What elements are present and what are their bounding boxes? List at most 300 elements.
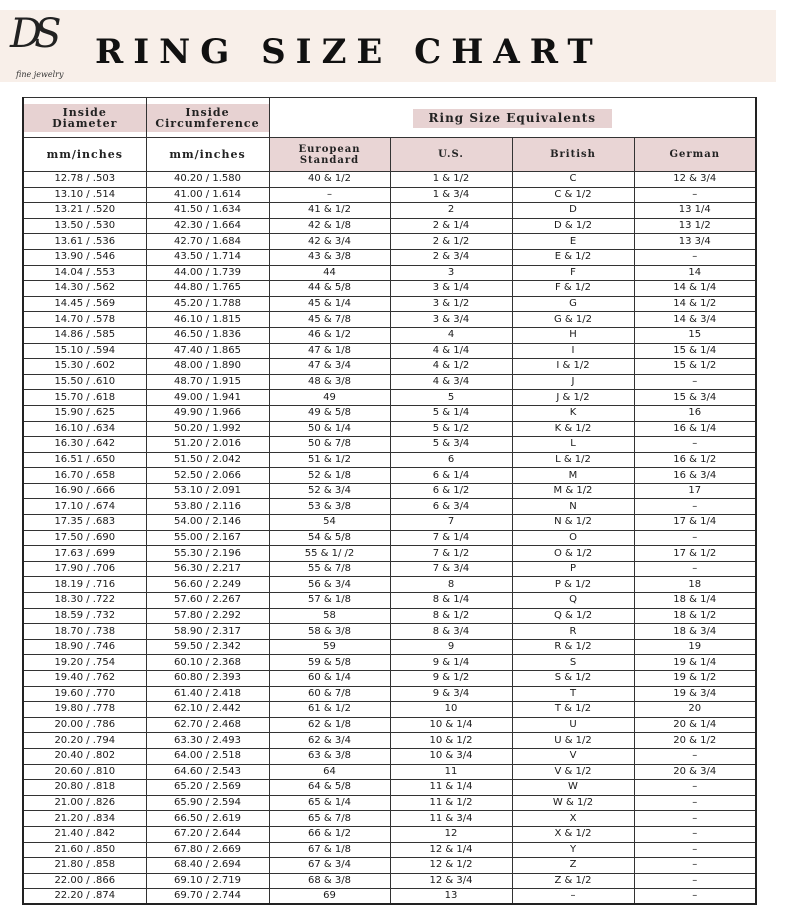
european-cell: 50 & 1/4	[269, 421, 390, 437]
british-cell: O & 1/2	[512, 546, 634, 562]
circumference-cell: 60.10 / 2.368	[146, 655, 269, 671]
circumference-cell: 64.60 / 2.543	[146, 764, 269, 780]
german-cell: 18 & 1/2	[634, 608, 756, 624]
british-cell: U	[512, 717, 634, 733]
german-cell: –	[634, 374, 756, 390]
british-cell: X & 1/2	[512, 826, 634, 842]
circumference-cell: 66.50 / 2.619	[146, 811, 269, 827]
circumference-cell: 46.50 / 1.836	[146, 327, 269, 343]
diameter-cell: 19.60 / .770	[23, 686, 146, 702]
column-header-row	[23, 138, 756, 172]
diameter-cell: 16.90 / .666	[23, 483, 146, 499]
table-row	[23, 187, 756, 203]
us-cell: 12	[390, 826, 512, 842]
us-cell: 8 & 3/4	[390, 624, 512, 640]
diameter-cell: 14.45 / .569	[23, 296, 146, 312]
circumference-cell: 62.70 / 2.468	[146, 717, 269, 733]
table-row	[23, 639, 756, 655]
us-cell: 4	[390, 327, 512, 343]
col-header-british: British	[512, 138, 634, 172]
us-cell: 2	[390, 203, 512, 219]
us-cell: 6 & 1/2	[390, 483, 512, 499]
us-cell: 12 & 3/4	[390, 873, 512, 889]
british-cell: O	[512, 530, 634, 546]
british-cell: N & 1/2	[512, 515, 634, 531]
us-cell: 9 & 3/4	[390, 686, 512, 702]
european-cell: 49 & 5/8	[269, 405, 390, 421]
table-row	[23, 281, 756, 297]
inside-diameter-label: Inside Diameter	[24, 104, 146, 132]
table-row	[23, 327, 756, 343]
british-cell: Y	[512, 842, 634, 858]
diameter-cell: 21.40 / .842	[23, 826, 146, 842]
european-cell: 54	[269, 515, 390, 531]
german-cell: 13 3/4	[634, 234, 756, 250]
table-row	[23, 671, 756, 687]
european-cell: 44 & 5/8	[269, 281, 390, 297]
us-cell: 5 & 3/4	[390, 437, 512, 453]
german-cell: 15 & 1/4	[634, 343, 756, 359]
circumference-cell: 44.00 / 1.739	[146, 265, 269, 281]
table-row	[23, 421, 756, 437]
us-cell: 6 & 3/4	[390, 499, 512, 515]
us-cell: 10	[390, 702, 512, 718]
circumference-cell: 45.20 / 1.788	[146, 296, 269, 312]
circumference-cell: 69.70 / 2.744	[146, 889, 269, 905]
us-cell: 3 & 1/4	[390, 281, 512, 297]
german-cell: –	[634, 858, 756, 874]
us-cell: 8 & 1/2	[390, 608, 512, 624]
us-cell: 2 & 3/4	[390, 249, 512, 265]
diameter-cell: 17.35 / .683	[23, 515, 146, 531]
german-cell: –	[634, 249, 756, 265]
table-row	[23, 655, 756, 671]
table-row	[23, 577, 756, 593]
british-cell: I & 1/2	[512, 359, 634, 375]
german-cell: 18 & 3/4	[634, 624, 756, 640]
diameter-cell: 16.51 / .650	[23, 452, 146, 468]
us-cell: 9 & 1/2	[390, 671, 512, 687]
european-cell: 64 & 5/8	[269, 780, 390, 796]
german-cell: 14 & 1/4	[634, 281, 756, 297]
diameter-cell: 12.78 / .503	[23, 172, 146, 188]
european-cell: 68 & 3/8	[269, 873, 390, 889]
us-cell: 12 & 1/4	[390, 842, 512, 858]
german-cell: 16 & 3/4	[634, 468, 756, 484]
german-cell: –	[634, 437, 756, 453]
european-cell: 47 & 3/4	[269, 359, 390, 375]
european-cell: 65 & 1/4	[269, 795, 390, 811]
european-cell: 49	[269, 390, 390, 406]
logo-tagline: fine jewelry	[16, 70, 64, 79]
german-cell: 17 & 1/4	[634, 515, 756, 531]
german-cell: –	[634, 873, 756, 889]
european-cell: 52 & 3/4	[269, 483, 390, 499]
us-cell: 3 & 3/4	[390, 312, 512, 328]
us-cell: 2 & 1/4	[390, 218, 512, 234]
diameter-cell: 17.63 / .699	[23, 546, 146, 562]
german-cell: 14 & 1/2	[634, 296, 756, 312]
circumference-cell: 51.50 / 2.042	[146, 452, 269, 468]
table-row	[23, 733, 756, 749]
us-cell: 9 & 1/4	[390, 655, 512, 671]
page-title: RING SIZE CHART	[95, 32, 603, 72]
european-cell: 67 & 1/8	[269, 842, 390, 858]
german-cell: 19 & 1/4	[634, 655, 756, 671]
circumference-cell: 54.00 / 2.146	[146, 515, 269, 531]
european-cell: 66 & 1/2	[269, 826, 390, 842]
british-cell: S & 1/2	[512, 671, 634, 687]
british-cell: D & 1/2	[512, 218, 634, 234]
diameter-cell: 21.80 / .858	[23, 858, 146, 874]
table-row	[23, 842, 756, 858]
british-cell: M & 1/2	[512, 483, 634, 499]
ring-size-equivalents-header	[269, 98, 756, 138]
german-cell: –	[634, 889, 756, 905]
circumference-cell: 61.40 / 2.418	[146, 686, 269, 702]
circumference-cell: 49.00 / 1.941	[146, 390, 269, 406]
circumference-cell: 42.70 / 1.684	[146, 234, 269, 250]
us-cell: 3 & 1/2	[390, 296, 512, 312]
diameter-cell: 13.90 / .546	[23, 249, 146, 265]
circumference-cell: 53.10 / 2.091	[146, 483, 269, 499]
inside-circumference-header	[146, 98, 269, 138]
diameter-cell: 21.20 / .834	[23, 811, 146, 827]
german-cell: 20	[634, 702, 756, 718]
british-cell: V & 1/2	[512, 764, 634, 780]
circumference-cell: 56.60 / 2.249	[146, 577, 269, 593]
logo-monogram: DS	[10, 11, 54, 57]
british-cell: U & 1/2	[512, 733, 634, 749]
european-cell: 52 & 1/8	[269, 468, 390, 484]
european-cell: 45 & 7/8	[269, 312, 390, 328]
european-cell: 44	[269, 265, 390, 281]
table-row	[23, 499, 756, 515]
german-cell: 18 & 1/4	[634, 593, 756, 609]
us-cell: 10 & 3/4	[390, 748, 512, 764]
german-cell: 17	[634, 483, 756, 499]
british-cell: J & 1/2	[512, 390, 634, 406]
table-row	[23, 546, 756, 562]
table-row	[23, 437, 756, 453]
header-banner	[0, 10, 776, 82]
german-cell: 14 & 3/4	[634, 312, 756, 328]
european-cell: 55 & 7/8	[269, 561, 390, 577]
circumference-cell: 65.90 / 2.594	[146, 795, 269, 811]
circumference-cell: 55.30 / 2.196	[146, 546, 269, 562]
british-cell: W & 1/2	[512, 795, 634, 811]
table-row	[23, 686, 756, 702]
german-cell: 14	[634, 265, 756, 281]
circumference-cell: 63.30 / 2.493	[146, 733, 269, 749]
table-row	[23, 390, 756, 406]
european-cell: 64	[269, 764, 390, 780]
circumference-cell: 58.90 / 2.317	[146, 624, 269, 640]
circumference-cell: 57.80 / 2.292	[146, 608, 269, 624]
table-row	[23, 873, 756, 889]
col-header-european: European Standard	[269, 138, 390, 172]
british-cell: C	[512, 172, 634, 188]
european-cell: 40 & 1/2	[269, 172, 390, 188]
european-cell: 51 & 1/2	[269, 452, 390, 468]
german-cell: 13 1/2	[634, 218, 756, 234]
us-cell: 10 & 1/2	[390, 733, 512, 749]
diameter-cell: 15.70 / .618	[23, 390, 146, 406]
col-header-diameter-units: mm/inches	[23, 138, 146, 172]
circumference-cell: 60.80 / 2.393	[146, 671, 269, 687]
german-cell: –	[634, 561, 756, 577]
german-cell: –	[634, 795, 756, 811]
german-cell: –	[634, 187, 756, 203]
european-cell: 41 & 1/2	[269, 203, 390, 219]
european-cell: 43 & 3/8	[269, 249, 390, 265]
us-cell: 12 & 1/2	[390, 858, 512, 874]
german-cell: –	[634, 826, 756, 842]
european-cell: 61 & 1/2	[269, 702, 390, 718]
british-cell: Q	[512, 593, 634, 609]
german-cell: 15	[634, 327, 756, 343]
group-header-row	[23, 98, 756, 138]
circumference-cell: 59.50 / 2.342	[146, 639, 269, 655]
diameter-cell: 17.90 / .706	[23, 561, 146, 577]
circumference-cell: 56.30 / 2.217	[146, 561, 269, 577]
german-cell: 12 & 3/4	[634, 172, 756, 188]
table-row	[23, 530, 756, 546]
table-row	[23, 515, 756, 531]
diameter-cell: 22.00 / .866	[23, 873, 146, 889]
diameter-cell: 20.80 / .818	[23, 780, 146, 796]
diameter-cell: 18.30 / .722	[23, 593, 146, 609]
british-cell: W	[512, 780, 634, 796]
table-row	[23, 172, 756, 188]
european-cell: 69	[269, 889, 390, 905]
british-cell: Q & 1/2	[512, 608, 634, 624]
table-row	[23, 717, 756, 733]
ring-size-equivalents-label: Ring Size Equivalents	[413, 109, 612, 128]
us-cell: 6 & 1/4	[390, 468, 512, 484]
us-cell: 6	[390, 452, 512, 468]
british-cell: T	[512, 686, 634, 702]
diameter-cell: 20.60 / .810	[23, 764, 146, 780]
german-cell: –	[634, 780, 756, 796]
circumference-cell: 47.40 / 1.865	[146, 343, 269, 359]
german-cell: 17 & 1/2	[634, 546, 756, 562]
german-cell: 20 & 3/4	[634, 764, 756, 780]
british-cell: R	[512, 624, 634, 640]
diameter-cell: 14.70 / .578	[23, 312, 146, 328]
british-cell: P & 1/2	[512, 577, 634, 593]
circumference-cell: 68.40 / 2.694	[146, 858, 269, 874]
european-cell: 67 & 3/4	[269, 858, 390, 874]
british-cell: I	[512, 343, 634, 359]
diameter-cell: 15.90 / .625	[23, 405, 146, 421]
table-row	[23, 624, 756, 640]
us-cell: 11 & 1/2	[390, 795, 512, 811]
british-cell: J	[512, 374, 634, 390]
us-cell: 9	[390, 639, 512, 655]
diameter-cell: 14.30 / .562	[23, 281, 146, 297]
us-cell: 13	[390, 889, 512, 905]
european-cell: 42 & 3/4	[269, 234, 390, 250]
diameter-cell: 13.50 / .530	[23, 218, 146, 234]
us-cell: 11 & 1/4	[390, 780, 512, 796]
circumference-cell: 41.50 / 1.634	[146, 203, 269, 219]
german-cell: 20 & 1/2	[634, 733, 756, 749]
diameter-cell: 18.90 / .746	[23, 639, 146, 655]
circumference-cell: 53.80 / 2.116	[146, 499, 269, 515]
german-cell: 13 1/4	[634, 203, 756, 219]
circumference-cell: 55.00 / 2.167	[146, 530, 269, 546]
german-cell: 20 & 1/4	[634, 717, 756, 733]
european-cell: 60 & 1/4	[269, 671, 390, 687]
german-cell: 16	[634, 405, 756, 421]
european-cell: 55 & 1/ /2	[269, 546, 390, 562]
british-cell: E & 1/2	[512, 249, 634, 265]
table-row	[23, 296, 756, 312]
circumference-cell: 57.60 / 2.267	[146, 593, 269, 609]
european-cell: 54 & 5/8	[269, 530, 390, 546]
british-cell: Z	[512, 858, 634, 874]
table-row	[23, 889, 756, 905]
british-cell: T & 1/2	[512, 702, 634, 718]
diameter-cell: 21.00 / .826	[23, 795, 146, 811]
diameter-cell: 17.50 / .690	[23, 530, 146, 546]
british-cell: F	[512, 265, 634, 281]
british-cell: G & 1/2	[512, 312, 634, 328]
table-body	[23, 172, 756, 905]
british-cell: E	[512, 234, 634, 250]
ring-size-table	[22, 97, 757, 905]
british-cell: R & 1/2	[512, 639, 634, 655]
diameter-cell: 16.10 / .634	[23, 421, 146, 437]
us-cell: 11 & 3/4	[390, 811, 512, 827]
us-cell: 5 & 1/2	[390, 421, 512, 437]
european-cell: 50 & 7/8	[269, 437, 390, 453]
european-cell: 62 & 1/8	[269, 717, 390, 733]
circumference-cell: 51.20 / 2.016	[146, 437, 269, 453]
circumference-cell: 64.00 / 2.518	[146, 748, 269, 764]
inside-circumference-label: Inside Circumference	[147, 104, 269, 132]
table-row	[23, 702, 756, 718]
us-cell: 5 & 1/4	[390, 405, 512, 421]
circumference-cell: 46.10 / 1.815	[146, 312, 269, 328]
european-cell: 65 & 7/8	[269, 811, 390, 827]
diameter-cell: 20.20 / .794	[23, 733, 146, 749]
german-cell: 16 & 1/2	[634, 452, 756, 468]
british-cell: N	[512, 499, 634, 515]
german-cell: 19 & 1/2	[634, 671, 756, 687]
circumference-cell: 62.10 / 2.442	[146, 702, 269, 718]
table-row	[23, 234, 756, 250]
circumference-cell: 44.80 / 1.765	[146, 281, 269, 297]
diameter-cell: 13.61 / .536	[23, 234, 146, 250]
us-cell: 8	[390, 577, 512, 593]
european-cell: 58	[269, 608, 390, 624]
european-cell: 45 & 1/4	[269, 296, 390, 312]
european-cell: 47 & 1/8	[269, 343, 390, 359]
inside-diameter-header	[23, 98, 146, 138]
german-cell: 16 & 1/4	[634, 421, 756, 437]
table-row	[23, 811, 756, 827]
british-cell: K	[512, 405, 634, 421]
diameter-cell: 19.40 / .762	[23, 671, 146, 687]
german-cell: –	[634, 748, 756, 764]
circumference-cell: 67.20 / 2.644	[146, 826, 269, 842]
table-row	[23, 359, 756, 375]
british-cell: H	[512, 327, 634, 343]
circumference-cell: 48.70 / 1.915	[146, 374, 269, 390]
us-cell: 7	[390, 515, 512, 531]
circumference-cell: 49.90 / 1.966	[146, 405, 269, 421]
european-cell: 58 & 3/8	[269, 624, 390, 640]
table-row	[23, 218, 756, 234]
table-row	[23, 858, 756, 874]
german-cell: 15 & 3/4	[634, 390, 756, 406]
diameter-cell: 16.70 / .658	[23, 468, 146, 484]
british-cell: D	[512, 203, 634, 219]
diameter-cell: 22.20 / .874	[23, 889, 146, 905]
circumference-cell: 40.20 / 1.580	[146, 172, 269, 188]
diameter-cell: 21.60 / .850	[23, 842, 146, 858]
table-row	[23, 561, 756, 577]
diameter-cell: 18.70 / .738	[23, 624, 146, 640]
table-row	[23, 748, 756, 764]
diameter-cell: 17.10 / .674	[23, 499, 146, 515]
diameter-cell: 14.04 / .553	[23, 265, 146, 281]
european-cell: 53 & 3/8	[269, 499, 390, 515]
diameter-cell: 16.30 / .642	[23, 437, 146, 453]
table-row	[23, 608, 756, 624]
diameter-cell: 15.30 / .602	[23, 359, 146, 375]
diameter-cell: 15.10 / .594	[23, 343, 146, 359]
german-cell: –	[634, 842, 756, 858]
circumference-cell: 48.00 / 1.890	[146, 359, 269, 375]
table-row	[23, 593, 756, 609]
circumference-cell: 41.00 / 1.614	[146, 187, 269, 203]
table-row	[23, 265, 756, 281]
european-cell: 63 & 3/8	[269, 748, 390, 764]
table-row	[23, 203, 756, 219]
european-cell: 59 & 5/8	[269, 655, 390, 671]
british-cell: –	[512, 889, 634, 905]
british-cell: K & 1/2	[512, 421, 634, 437]
british-cell: C & 1/2	[512, 187, 634, 203]
diameter-cell: 20.00 / .786	[23, 717, 146, 733]
european-cell: 60 & 7/8	[269, 686, 390, 702]
diameter-cell: 20.40 / .802	[23, 748, 146, 764]
table-row	[23, 795, 756, 811]
us-cell: 5	[390, 390, 512, 406]
us-cell: 3	[390, 265, 512, 281]
us-cell: 11	[390, 764, 512, 780]
german-cell: –	[634, 530, 756, 546]
diameter-cell: 14.86 / .585	[23, 327, 146, 343]
circumference-cell: 43.50 / 1.714	[146, 249, 269, 265]
us-cell: 1 & 1/2	[390, 172, 512, 188]
circumference-cell: 67.80 / 2.669	[146, 842, 269, 858]
brand-logo	[8, 12, 78, 82]
british-cell: L	[512, 437, 634, 453]
table-row	[23, 312, 756, 328]
european-cell: 42 & 1/8	[269, 218, 390, 234]
table-row	[23, 483, 756, 499]
table-row	[23, 468, 756, 484]
col-header-circumference-units: mm/inches	[146, 138, 269, 172]
european-cell: 56 & 3/4	[269, 577, 390, 593]
col-header-german: German	[634, 138, 756, 172]
british-cell: Z & 1/2	[512, 873, 634, 889]
european-cell: –	[269, 187, 390, 203]
